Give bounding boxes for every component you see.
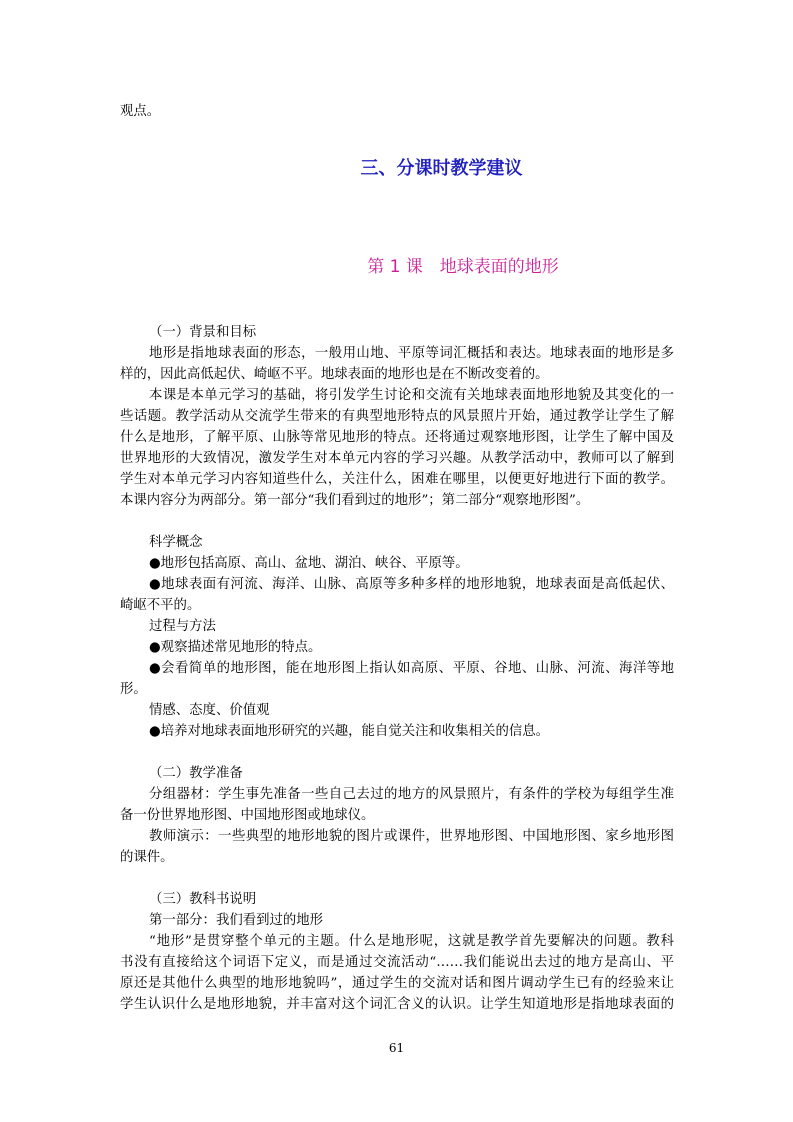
subheading-part-one: 第一部分：我们看到过的地形 <box>149 913 324 928</box>
bullet-item: ●培养对地球表面地形研究的兴趣，能自觉关注和收集相关的信息。 <box>149 724 550 739</box>
paragraph-line: 什么是地形，了解平原、山脉等常见地形的特点。还将通过观察地形图，让学生了解中国及 <box>120 430 674 445</box>
paragraph-line: 学生对本单元学习内容知道些什么，关注什么，困难在哪里，以便更好地进行下面的教学。 <box>120 472 674 487</box>
bullet-item: ●地球表面有河流、海洋、山脉、高原等多种多样的地形地貌，地球表面是高低起伏、 <box>149 577 674 592</box>
bullet-item: ●会看简单的地形图，能在地形图上指认如高原、平原、谷地、山脉、河流、海洋等地 <box>149 661 674 676</box>
paragraph-line: 地形是指地球表面的形态，一般用山地、平原等词汇概括和表达。地球表面的地形是多 <box>149 346 674 361</box>
bullet-item: ●观察描述常见地形的特点。 <box>149 640 322 655</box>
heading-textbook-notes: （三）教科书说明 <box>149 892 257 907</box>
text-line-continuation: 观点。 <box>120 104 161 119</box>
paragraph-line: 学生认识什么是地形地貌，并丰富对这个词汇含义的认识。让学生知道地形是指地球表面的 <box>120 997 674 1012</box>
paragraph-line: 本课内容分为两部分。第一部分“我们看到过的地形”；第二部分“观察地形图”。 <box>120 493 590 508</box>
paragraph-line: 书没有直接给这个词语下定义，而是通过交流活动“……我们能说出去过的地方是高山、平 <box>120 955 674 970</box>
paragraph-line: “地形”是贯穿整个单元的主题。什么是地形呢，这就是教学首先要解决的问题。教科 <box>149 934 674 949</box>
heading-background-goals: （一）背景和目标 <box>149 325 257 340</box>
paragraph-line: 教师演示：一些典型的地形地貌的图片或课件，世界地形图、中国地形图、家乡地形图 <box>149 829 674 844</box>
paragraph-line: 备一份世界地形图、中国地形图或地球仪。 <box>120 808 375 823</box>
paragraph-line: 的课件。 <box>120 850 174 865</box>
paragraph-line: 原还是其他什么典型的地形地貌吗”，通过学生的交流对话和图片调动学生已有的经验来让 <box>120 976 674 991</box>
paragraph-line: 些话题。教学活动从交流学生带来的有典型地形特点的风景照片开始，通过教学让学生了解 <box>120 409 674 424</box>
lesson-title: 第 1 课 地球表面的地形 <box>367 257 559 277</box>
heading-process-methods: 过程与方法 <box>149 619 216 634</box>
bullet-item: ●地形包括高原、高山、盆地、湖泊、峡谷、平原等。 <box>149 556 469 571</box>
paragraph-line: 本课是本单元学习的基础，将引发学生讨论和交流有关地球表面地形地貌及其变化的一 <box>149 388 674 403</box>
paragraph-line: 样的，因此高低起伏、崎岖不平。地球表面的地形也是在不断改变着的。 <box>120 367 549 382</box>
bullet-item-continuation: 形。 <box>120 682 147 697</box>
heading-science-concepts: 科学概念 <box>149 535 203 550</box>
section-title: 三、分课时教学建议 <box>360 158 523 179</box>
paragraph-line: 分组器材：学生事先准备一些自己去过的地方的风景照片，有条件的学校为每组学生准 <box>149 787 674 802</box>
page-number: 61 <box>388 1041 405 1055</box>
bullet-item-continuation: 崎岖不平的。 <box>120 598 201 613</box>
heading-attitudes-values: 情感、态度、价值观 <box>149 703 270 718</box>
heading-teaching-prep: （二）教学准备 <box>149 766 243 781</box>
paragraph-line: 世界地形的大致情况，激发学生对本单元内容的学习兴趣。从教学活动中，教师可以了解到 <box>120 451 674 466</box>
